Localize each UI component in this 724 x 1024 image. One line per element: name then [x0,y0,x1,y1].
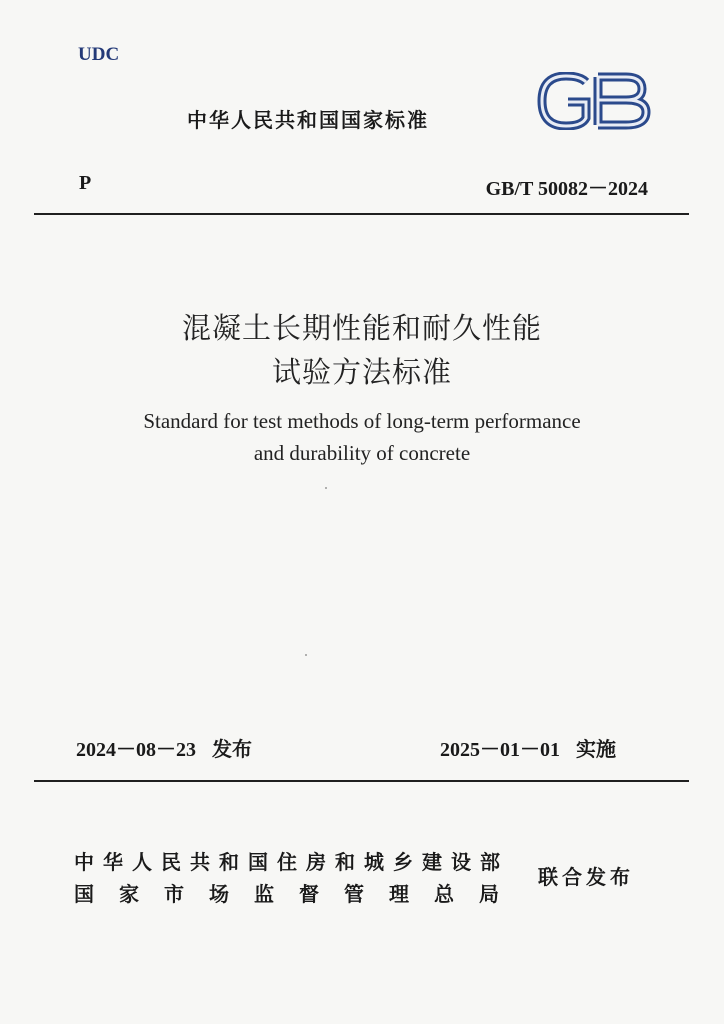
title-english-line1: Standard for test methods of long-term performance [143,409,581,433]
standard-number: GB/T 50082－2024 [485,178,648,200]
issue-label: 发布 [212,737,252,761]
udc-label: UDC [78,44,120,65]
title-english-line2: and durability of concrete [253,441,471,465]
gb-logo-icon [536,72,652,130]
classification-code: P [79,172,92,194]
title-chinese-line2: 试验方法标准 [271,355,452,389]
issuer-ministry: 中华人民共和国住房和城乡建设部 [74,850,509,874]
paper-speck [325,487,327,489]
paper-speck [305,654,307,656]
issue-date-block [76,733,252,762]
effective-label: 实施 [576,737,616,761]
bottom-divider [34,780,689,782]
effective-date-block [440,733,616,762]
national-standard-heading: 中华人民共和国国家标准 [187,108,429,132]
title-chinese-line1: 混凝土长期性能和耐久性能 [181,311,542,345]
joint-issue-label: 联合发布 [538,865,634,889]
effective-date: 2025－01－01 [440,739,560,761]
top-divider [34,213,689,215]
issuer-administration: 国家市场监督管理总局 [74,882,524,906]
issue-date: 2024－08－23 [76,739,196,761]
